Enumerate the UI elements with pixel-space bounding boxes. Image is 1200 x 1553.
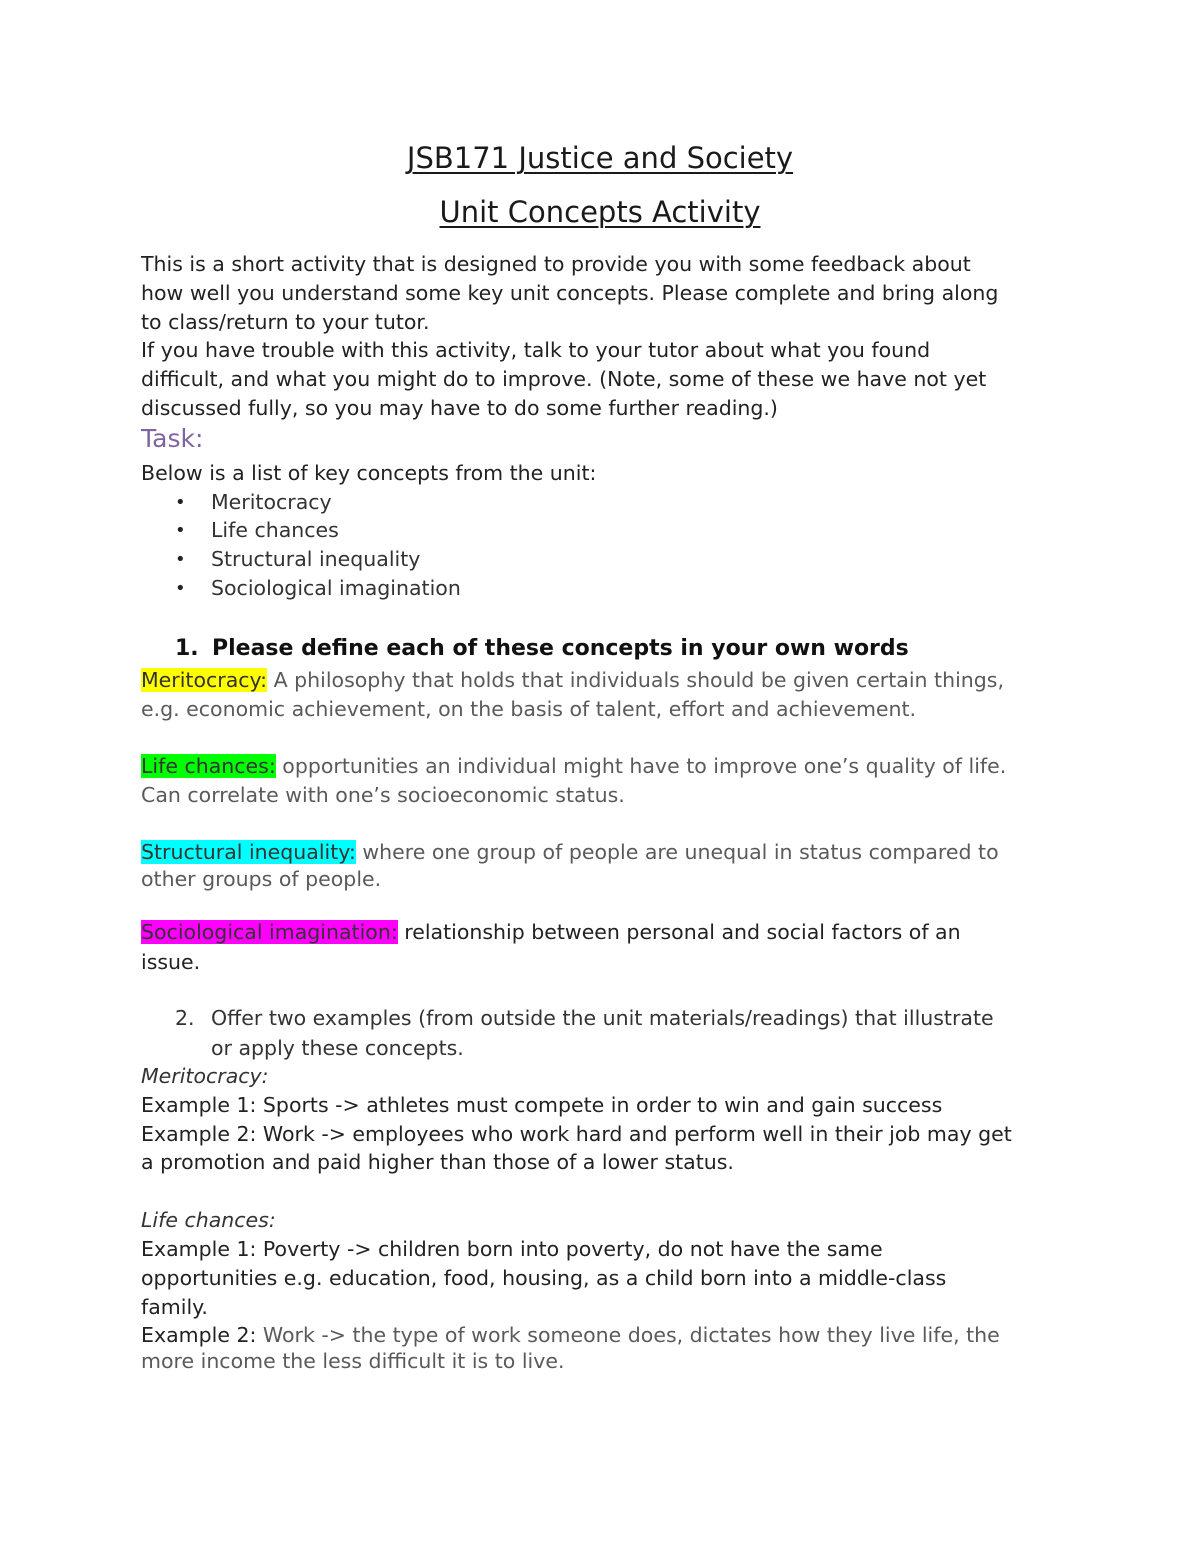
definition-structural-inequality (141, 840, 999, 864)
example-text: opportunities e.g. education, food, housing, as a child born into a middle-class (141, 1266, 947, 1290)
definition-text: other groups of people. (141, 867, 382, 891)
definition-text: Can correlate with one’s socioeconomic status. (141, 783, 625, 807)
intro-line: difficult, and what you might do to improve. (Note, some of these we have not yet (141, 367, 987, 391)
example-text: more income the less difficult it is to live. (141, 1349, 565, 1373)
question-2-text: or apply these concepts. (211, 1036, 464, 1060)
definition-text: opportunities an individual might have to improve one’s quality of life. (275, 754, 1007, 778)
examples-heading-life-chances: Life chances: (141, 1208, 276, 1232)
bullet-item: Meritocracy (211, 490, 332, 514)
definition-text: A philosophy that holds that individuals should be given certain things, (267, 668, 1004, 692)
definition-text: relationship between personal and social factors of an (397, 920, 961, 944)
examples-heading-meritocracy: Meritocracy: (141, 1064, 269, 1088)
example-label: Example 2: (141, 1323, 263, 1347)
term-structural-inequality: Structural inequality: (141, 840, 356, 864)
question-2-number: 2. (175, 1006, 195, 1030)
document-subtitle: Unit Concepts Activity (439, 195, 761, 229)
definition-text: where one group of people are unequal in status compared to (355, 840, 999, 864)
task-lead: Below is a list of key concepts from the unit: (141, 461, 597, 485)
question-1 (175, 636, 909, 661)
example-text: Example 2: Work -> employees who work hard and perform well in their job may get (141, 1122, 1012, 1146)
intro-line: discussed fully, so you may have to do some further reading.) (141, 396, 778, 420)
intro-line: This is a short activity that is designed to provide you with some feedback about (141, 252, 971, 276)
definition-sociological-imagination (141, 920, 961, 944)
bullet-item: Life chances (211, 518, 339, 542)
example-text: a promotion and paid higher than those of a lower status. (141, 1150, 734, 1174)
question-1-text: Please define each of these concepts in your own words (212, 636, 909, 661)
term-life-chances: Life chances: (141, 754, 276, 778)
intro-line: how well you understand some key unit concepts. Please complete and bring along (141, 281, 999, 305)
question-1-number: 1. (175, 636, 199, 661)
example-text: Work -> the type of work someone does, dictates how they live life, the (262, 1323, 1000, 1347)
task-heading: Task: (141, 424, 204, 453)
term-meritocracy: Meritocracy: (141, 668, 268, 692)
question-2-text: Offer two examples (from outside the unit materials/readings) that illustrate (211, 1006, 994, 1030)
definition-meritocracy (141, 668, 1004, 692)
term-sociological-imagination: Sociological imagination: (141, 920, 398, 944)
intro-line: to class/return to your tutor. (141, 310, 430, 334)
definition-life-chances (141, 754, 1006, 778)
bullet-icon: • (175, 492, 186, 513)
example-text: Example 1: Poverty -> children born into poverty, do not have the same (141, 1237, 883, 1261)
definition-text: issue. (141, 950, 201, 974)
bullet-icon: • (175, 520, 186, 541)
example-text: family. (141, 1295, 208, 1319)
definition-text: e.g. economic achievement, on the basis of talent, effort and achievement. (141, 697, 917, 721)
bullet-item: Structural inequality (211, 547, 421, 571)
example-text: Example 1: Sports -> athletes must compete in order to win and gain success (141, 1093, 943, 1117)
bullet-icon: • (175, 578, 186, 599)
document-title: JSB171 Justice and Society (406, 141, 794, 175)
example-line (141, 1323, 1000, 1347)
bullet-item: Sociological imagination (211, 576, 461, 600)
intro-line: If you have trouble with this activity, talk to your tutor about what you found (141, 338, 931, 362)
bullet-icon: • (175, 549, 186, 570)
